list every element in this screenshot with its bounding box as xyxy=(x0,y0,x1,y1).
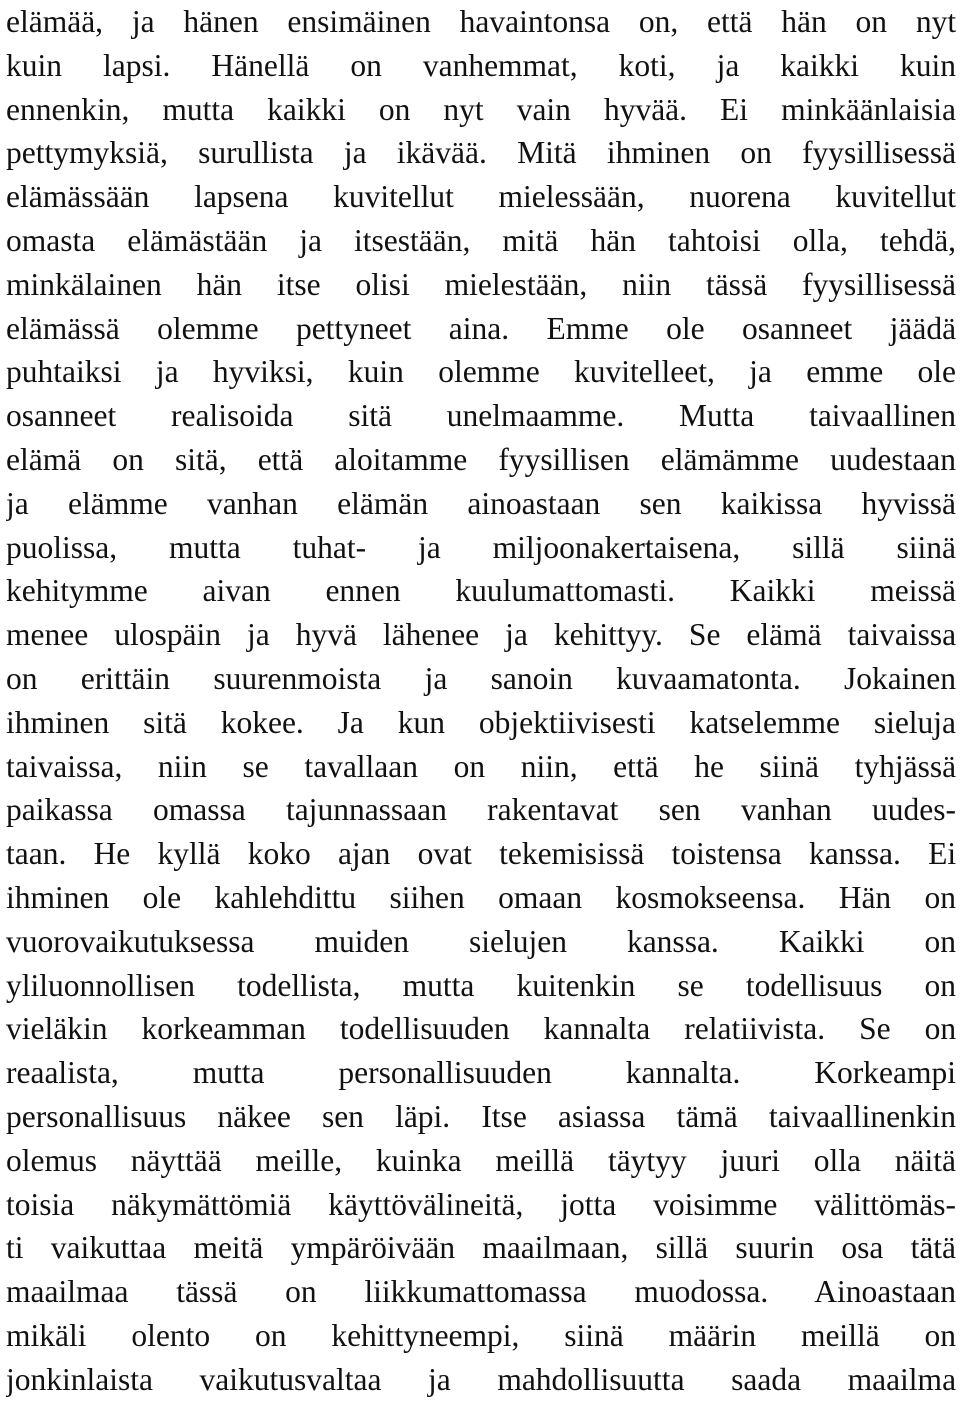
text-line: reaalista, mutta personallisuuden kannalta. Korkeampi xyxy=(6,1055,956,1091)
text-line: on erittäin suurenmoista ja sanoin kuvaamatonta. Jokainen xyxy=(6,660,956,696)
text-line: elämä on sitä, että aloitamme fyysillisen elämämme uudestaan xyxy=(6,441,956,477)
text-line: kuin lapsi. Hänellä on vanhemmat, koti, ja kaikki kuin xyxy=(6,47,956,83)
text-line: mikäli olento on kehittyneempi, siinä määrin meillä on xyxy=(6,1317,956,1353)
text-line: olemus näyttää meille, kuinka meillä täytyy juuri olla näitä xyxy=(6,1142,956,1178)
text-line: ihminen ole kahlehdittu siihen omaan kosmokseensa. Hän on xyxy=(6,879,956,915)
text-line: omasta elämästään ja itsestään, mitä hän tahtoisi olla, tehdä, xyxy=(6,222,956,258)
text-line: yliluonnollisen todellista, mutta kuitenkin se todellisuus on xyxy=(6,967,956,1003)
text-line: personallisuus näkee sen läpi. Itse asiassa tämä taivaallinenkin xyxy=(6,1098,956,1134)
text-line: taan. He kyllä koko ajan ovat tekemisissä toistensa kanssa. Ei xyxy=(6,836,956,872)
text-line: ja elämme vanhan elämän ainoastaan sen kaikissa hyvissä xyxy=(6,485,956,521)
text-line: ihminen sitä kokee. Ja kun objektiivisesti katselemme sieluja xyxy=(6,704,956,740)
text-line: vieläkin korkeamman todellisuuden kannalta relatiivista. Se on xyxy=(6,1011,956,1047)
text-line: taivaissa, niin se tavallaan on niin, että he siinä tyhjässä xyxy=(6,748,956,784)
text-line: maailmaa tässä on liikkumattomassa muodossa. Ainoastaan xyxy=(6,1274,956,1310)
text-line: puhtaiksi ja hyviksi, kuin olemme kuvitelleet, ja emme ole xyxy=(6,354,956,390)
text-line: elämässään lapsena kuvitellut mielessään, nuorena kuvitellut xyxy=(6,179,956,215)
text-line: paikassa omassa tajunnassaan rakentavat sen vanhan uudes- xyxy=(6,792,956,828)
text-line: kehitymme aivan ennen kuulumattomasti. Kaikki meissä xyxy=(6,573,956,609)
document-page xyxy=(6,0,956,1402)
text-line: ti vaikuttaa meitä ympäröivään maailmaan, sillä suurin osa tätä xyxy=(6,1230,956,1266)
text-line: ennenkin, mutta kaikki on nyt vain hyvää. Ei minkäänlaisia xyxy=(6,91,956,127)
text-line: menee ulospäin ja hyvä lähenee ja kehittyy. Se elämä taivaissa xyxy=(6,617,956,653)
text-line: elämää, ja hänen ensimäinen havaintonsa on, että hän on nyt xyxy=(6,4,956,39)
text-line: puolissa, mutta tuhat- ja miljoonakertaisena, sillä siinä xyxy=(6,529,956,565)
text-line: osanneet realisoida sitä unelmaamme. Mutta taivaallinen xyxy=(6,398,956,434)
text-line: jonkinlaista vaikutusvaltaa ja mahdollisuutta saada maailma xyxy=(6,1361,956,1397)
text-line: vuorovaikutuksessa muiden sielujen kanssa. Kaikki on xyxy=(6,923,956,959)
text-line: toisia näkymättömiä käyttövälineitä, jotta voisimme välittömäs- xyxy=(6,1186,956,1222)
text-line: minkälainen hän itse olisi mielestään, niin tässä fyysillisessä xyxy=(6,266,956,302)
text-line: elämässä olemme pettyneet aina. Emme ole osanneet jäädä xyxy=(6,310,956,346)
text-line: pettymyksiä, surullista ja ikävää. Mitä ihminen on fyysillisessä xyxy=(6,135,956,171)
